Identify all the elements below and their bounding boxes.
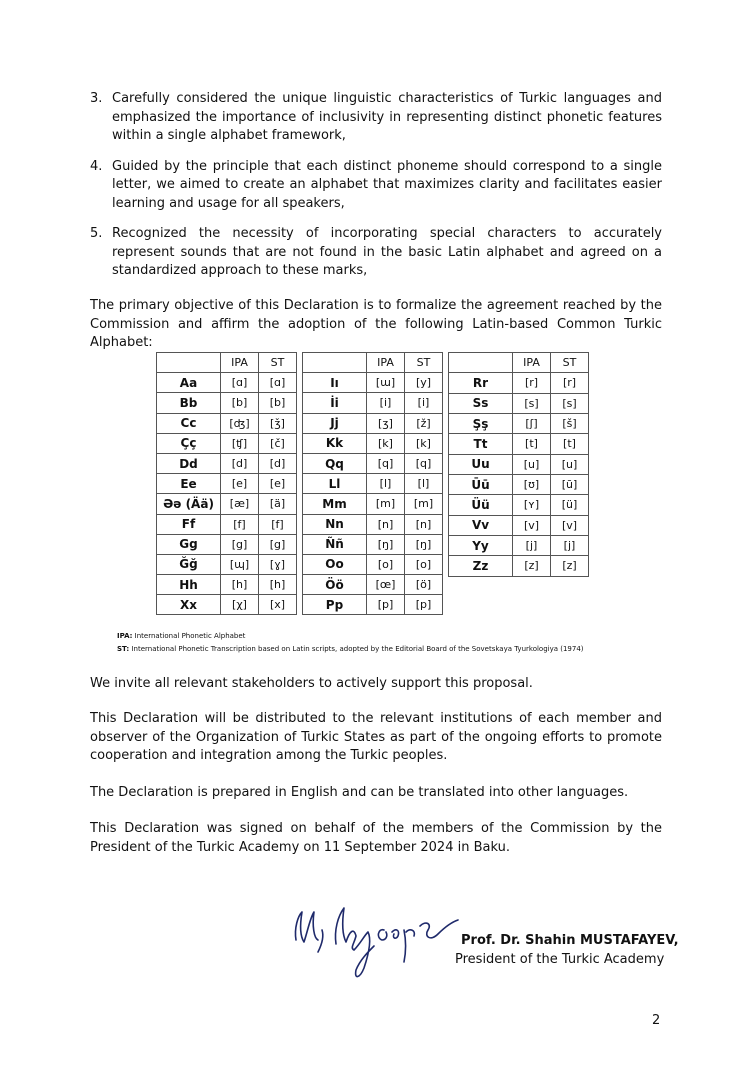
- table-row: [157, 453, 297, 473]
- ipa-cell: [i]: [367, 393, 405, 413]
- st-cell: [ä]: [259, 494, 297, 514]
- header-letter-cell: [449, 353, 513, 373]
- ipa-cell: [ʊ]: [513, 474, 551, 494]
- ipa-cell: [t]: [513, 434, 551, 454]
- table-row: [449, 373, 589, 393]
- table-row: [303, 433, 443, 453]
- ipa-cell: [h]: [221, 575, 259, 595]
- letter-cell: Oo: [303, 554, 367, 574]
- invite-paragraph: We invite all relevant stakeholders to actively support this proposal.: [90, 676, 533, 691]
- st-cell: [i]: [405, 393, 443, 413]
- letter-cell: Ee: [157, 474, 221, 494]
- ipa-cell: [ʏ]: [513, 495, 551, 515]
- st-cell: [ɑ]: [259, 373, 297, 393]
- note-st: [117, 643, 584, 656]
- letter-cell: Aa: [157, 373, 221, 393]
- table-notes: [117, 630, 584, 656]
- st-cell: [ū]: [551, 474, 589, 494]
- st-cell: [o]: [405, 554, 443, 574]
- signer-block: [455, 931, 679, 969]
- letter-cell: Xx: [157, 595, 221, 615]
- letter-cell: Uu: [449, 454, 513, 474]
- ipa-cell: [ʧ]: [221, 433, 259, 453]
- table-row: [157, 514, 297, 534]
- ipa-cell: [ʒ]: [367, 413, 405, 433]
- header-st: ST: [551, 353, 589, 373]
- table-row: [303, 494, 443, 514]
- st-cell: [ŋ]: [405, 534, 443, 554]
- st-cell: [ǯ]: [259, 413, 297, 433]
- ipa-cell: [s]: [513, 393, 551, 413]
- note-st-text: International Phonetic Transcription based on Latin scripts, adopted by the Editorial Board of the Sovetskaya Tyurkologiya (1974): [129, 645, 584, 653]
- table-row: [157, 494, 297, 514]
- ipa-cell: [ŋ]: [367, 534, 405, 554]
- st-cell: [k]: [405, 433, 443, 453]
- letter-cell: Öö: [303, 575, 367, 595]
- signing-paragraph: This Declaration was signed on behalf of the members of the Commission by the President of the Turkic Academy on 11 September 2024 in Baku.: [90, 821, 662, 855]
- empty-cell: [513, 596, 551, 616]
- ipa-cell: [k]: [367, 433, 405, 453]
- table-header-row: [303, 353, 443, 373]
- empty-cell: [551, 596, 589, 616]
- st-cell: [s]: [551, 393, 589, 413]
- signer-title: President of the Turkic Academy: [455, 952, 665, 967]
- distribution-paragraph: This Declaration will be distributed to the relevant institutions of each member and observer of the Organization of Turkic States as part of the ongoing efforts to promote cooperation and integration among the Turkic peoples.: [90, 711, 662, 763]
- table-row: [449, 474, 589, 494]
- list-item: [90, 90, 662, 146]
- st-cell: [š]: [551, 413, 589, 433]
- table-row: [449, 434, 589, 454]
- table-row: [449, 576, 589, 596]
- st-cell: [z]: [551, 556, 589, 576]
- ipa-cell: [f]: [221, 514, 259, 534]
- letter-cell: Gg: [157, 534, 221, 554]
- st-cell: [n]: [405, 514, 443, 534]
- ipa-cell: [ɰ]: [221, 554, 259, 574]
- table-row: [157, 554, 297, 574]
- header-letter-cell: [303, 353, 367, 373]
- letter-cell: Ss: [449, 393, 513, 413]
- st-cell: [f]: [259, 514, 297, 534]
- letter-cell: Jj: [303, 413, 367, 433]
- table-row: [157, 474, 297, 494]
- list-item: [90, 225, 662, 281]
- letter-cell: Əə (Ää): [157, 494, 221, 514]
- alphabet-table-1: [156, 352, 297, 615]
- ipa-cell: [e]: [221, 474, 259, 494]
- table-row: [303, 514, 443, 534]
- ipa-cell: [v]: [513, 515, 551, 535]
- header-st: ST: [259, 353, 297, 373]
- st-cell: [y]: [405, 373, 443, 393]
- st-cell: [t]: [551, 434, 589, 454]
- table-header-row: [449, 353, 589, 373]
- empty-cell: [449, 596, 513, 616]
- letter-cell: İi: [303, 393, 367, 413]
- letter-cell: Mm: [303, 494, 367, 514]
- letter-cell: Rr: [449, 373, 513, 393]
- ipa-cell: [ʤ]: [221, 413, 259, 433]
- table-row: [157, 595, 297, 615]
- letter-cell: Ūū: [449, 474, 513, 494]
- table-row: [449, 454, 589, 474]
- table-row: [303, 373, 443, 393]
- list-item-number: 5.: [90, 226, 103, 241]
- table-row: [449, 556, 589, 576]
- table-row: [157, 433, 297, 453]
- st-cell: [r]: [551, 373, 589, 393]
- st-cell: [m]: [405, 494, 443, 514]
- ipa-cell: [z]: [513, 556, 551, 576]
- table-row: [303, 595, 443, 615]
- st-cell: [q]: [405, 453, 443, 473]
- letter-cell: Bb: [157, 393, 221, 413]
- note-ipa-label: IPA:: [117, 632, 133, 640]
- table-row: [303, 474, 443, 494]
- table-row: [157, 575, 297, 595]
- note-st-label: ST:: [117, 645, 130, 653]
- objective-paragraph: The primary objective of this Declaration is to formalize the agreement reached by the Commission and affirm the adoption of the following Latin-based Common Turkic Alphabet:: [90, 298, 662, 350]
- list-item-text: Guided by the principle that each distinct phoneme should correspond to a single letter, we aimed to create an alphabet that maximizes clarity and facilitates easier learning and usage for all speakers,: [112, 158, 662, 211]
- table-row: [449, 596, 589, 616]
- ipa-cell: [ɯ]: [367, 373, 405, 393]
- ipa-cell: [j]: [513, 535, 551, 555]
- st-cell: [č]: [259, 433, 297, 453]
- st-cell: [b]: [259, 393, 297, 413]
- table-row: [303, 575, 443, 595]
- handwritten-signature: [288, 900, 468, 985]
- letter-cell: Iı: [303, 373, 367, 393]
- note-ipa: [117, 630, 584, 643]
- header-letter-cell: [157, 353, 221, 373]
- ipa-cell: [u]: [513, 454, 551, 474]
- st-cell: [p]: [405, 595, 443, 615]
- letter-cell: Ff: [157, 514, 221, 534]
- list-item-text: Carefully considered the unique linguistic characteristics of Turkic languages and emphasized the importance of inclusivity in representing distinct phonetic features within a single alphabet framework,: [112, 91, 662, 143]
- ipa-cell: [q]: [367, 453, 405, 473]
- st-cell: [d]: [259, 453, 297, 473]
- table-row: [303, 413, 443, 433]
- letter-cell: Tt: [449, 434, 513, 454]
- ipa-cell: [p]: [367, 595, 405, 615]
- empty-cell: [449, 576, 513, 596]
- st-cell: [ö]: [405, 575, 443, 595]
- table-row: [449, 413, 589, 433]
- note-ipa-text: International Phonetic Alphabet: [132, 632, 246, 640]
- ipa-cell: [m]: [367, 494, 405, 514]
- st-cell: [v]: [551, 515, 589, 535]
- letter-cell: Çç: [157, 433, 221, 453]
- st-cell: [ž]: [405, 413, 443, 433]
- table-row: [157, 373, 297, 393]
- letter-cell: Hh: [157, 575, 221, 595]
- table-row: [449, 393, 589, 413]
- ipa-cell: [o]: [367, 554, 405, 574]
- table-row: [449, 495, 589, 515]
- letter-cell: Şş: [449, 413, 513, 433]
- letter-cell: Ğğ: [157, 554, 221, 574]
- letter-cell: Dd: [157, 453, 221, 473]
- page-number: 2: [652, 1013, 661, 1028]
- letter-cell: Vv: [449, 515, 513, 535]
- letter-cell: Ll: [303, 474, 367, 494]
- empty-cell: [513, 576, 551, 596]
- st-cell: [x]: [259, 595, 297, 615]
- ipa-cell: [b]: [221, 393, 259, 413]
- table-row: [303, 554, 443, 574]
- ipa-cell: [æ]: [221, 494, 259, 514]
- header-st: ST: [405, 353, 443, 373]
- alphabet-tables: [156, 352, 589, 615]
- ipa-cell: [r]: [513, 373, 551, 393]
- table-row: [157, 534, 297, 554]
- ipa-cell: [χ]: [221, 595, 259, 615]
- signer-name: Prof. Dr. Shahin MUSTAFAYEV,: [461, 933, 679, 948]
- st-cell: [h]: [259, 575, 297, 595]
- letter-cell: Yy: [449, 535, 513, 555]
- table-row: [449, 535, 589, 555]
- st-cell: [l]: [405, 474, 443, 494]
- ipa-cell: [ʃ]: [513, 413, 551, 433]
- st-cell: [ɣ]: [259, 554, 297, 574]
- ipa-cell: [œ]: [367, 575, 405, 595]
- letter-cell: Zz: [449, 556, 513, 576]
- header-ipa: IPA: [221, 353, 259, 373]
- letter-cell: Kk: [303, 433, 367, 453]
- table-row: [303, 534, 443, 554]
- st-cell: [ü]: [551, 495, 589, 515]
- table-row: [449, 515, 589, 535]
- table-row: [303, 453, 443, 473]
- letter-cell: Ññ: [303, 534, 367, 554]
- alphabet-table-2: [302, 352, 443, 615]
- letter-cell: Nn: [303, 514, 367, 534]
- letter-cell: Qq: [303, 453, 367, 473]
- ipa-cell: [g]: [221, 534, 259, 554]
- header-ipa: IPA: [513, 353, 551, 373]
- letter-cell: Üü: [449, 495, 513, 515]
- letter-cell: Cc: [157, 413, 221, 433]
- st-cell: [j]: [551, 535, 589, 555]
- table-row: [157, 413, 297, 433]
- table-header-row: [157, 353, 297, 373]
- st-cell: [e]: [259, 474, 297, 494]
- table-row: [303, 393, 443, 413]
- ipa-cell: [l]: [367, 474, 405, 494]
- st-cell: [u]: [551, 454, 589, 474]
- language-paragraph: The Declaration is prepared in English and can be translated into other languages.: [90, 785, 629, 800]
- list-item-number: 4.: [90, 158, 103, 174]
- empty-cell: [551, 576, 589, 596]
- letter-cell: Pp: [303, 595, 367, 615]
- ipa-cell: [n]: [367, 514, 405, 534]
- list-item-number: 3.: [90, 91, 103, 106]
- numbered-points: [90, 90, 662, 293]
- alphabet-table-3: [448, 352, 589, 615]
- table-row: [157, 393, 297, 413]
- ipa-cell: [d]: [221, 453, 259, 473]
- list-item-text: Recognized the necessity of incorporating special characters to accurately represent sounds that are not found in the basic Latin alphabet and agreed on a standardized approach to these marks,: [112, 226, 662, 278]
- st-cell: [g]: [259, 534, 297, 554]
- list-item: [90, 158, 662, 214]
- ipa-cell: [ɑ]: [221, 373, 259, 393]
- header-ipa: IPA: [367, 353, 405, 373]
